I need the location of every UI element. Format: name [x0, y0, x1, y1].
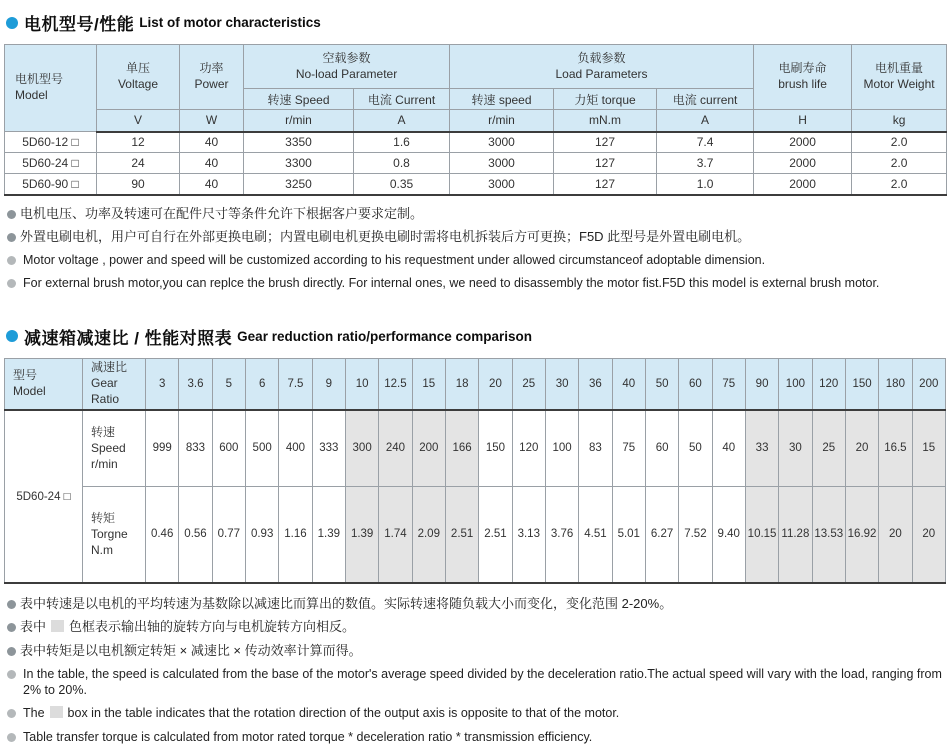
note-text-post: box in the table indicates that the rotation direction of the output axis is opposite to that of the motor. — [67, 706, 620, 721]
note-text: 电机电压、功率及转速可在配件尺寸等条件允许下根据客户要求定制。 — [20, 205, 424, 221]
row-label-torque-en: Torgne — [91, 527, 128, 542]
bullet-icon — [7, 670, 16, 679]
sub-header-noload-speed: 转速 Speed — [244, 89, 354, 110]
col-header-model-cn: 型号 — [13, 368, 38, 383]
col-header-model — [5, 45, 97, 132]
row-label-speed-cn: 转速 — [91, 424, 116, 439]
note-text: In the table, the speed is calculated from the base of the motor's average speed divided by the deceleration ratio.The actual speed will vary with the load, ranging from 2% to 20%. — [23, 666, 942, 697]
col-header-brush-life-en: brush life — [778, 77, 827, 91]
cell-voltage: 90 — [97, 174, 180, 195]
gray-box-swatch — [50, 706, 63, 718]
note-line — [7, 252, 946, 268]
ratio-header-cell: 90 — [745, 358, 778, 410]
sub-header-load-current: 电流 current — [657, 89, 754, 110]
note-text-post: 色框表示输出轴的旋转方向与电机旋转方向相反。 — [69, 619, 356, 635]
col-header-weight-cn: 电机重量 — [875, 61, 924, 76]
ratio-header-cell: 75 — [712, 358, 745, 410]
speed-cell: 150 — [479, 410, 512, 486]
torque-cell: 6.27 — [645, 486, 678, 583]
speed-cell: 40 — [712, 410, 745, 486]
col-header-voltage-cn: 单压 — [125, 61, 150, 76]
note-text — [20, 619, 355, 635]
torque-cell: 2.51 — [479, 486, 512, 583]
torque-cell: 3.13 — [512, 486, 545, 583]
ratio-header-cell: 60 — [679, 358, 712, 410]
col-header-weight — [852, 45, 947, 110]
cell-weight: 2.0 — [852, 174, 947, 195]
cell-voltage: 12 — [97, 132, 180, 153]
torque-cell: 16.92 — [845, 486, 878, 583]
speed-cell: 833 — [179, 410, 212, 486]
cell-weight: 2.0 — [852, 132, 947, 153]
col-header-power-en: Power — [194, 77, 229, 91]
torque-cell: 4.51 — [579, 486, 612, 583]
section1-title-en: List of motor characteristics — [139, 15, 321, 30]
torque-cell: 11.28 — [779, 486, 812, 583]
bullet-icon — [7, 623, 16, 632]
ratio-header-cell: 200 — [912, 358, 945, 410]
ratio-header-cell: 30 — [545, 358, 578, 410]
speed-cell: 166 — [445, 410, 478, 486]
ratio-header-cell: 9 — [312, 358, 345, 410]
note-line — [7, 643, 946, 659]
section2-title — [6, 324, 946, 349]
cell-noload-current: 0.35 — [354, 174, 450, 195]
torque-cell: 0.93 — [245, 486, 278, 583]
torque-cell: 20 — [912, 486, 945, 583]
speed-row — [5, 410, 946, 486]
bullet-icon — [7, 256, 16, 265]
col-header-gear-ratio — [83, 358, 146, 410]
ratio-header-cell: 18 — [445, 358, 478, 410]
bullet-icon — [7, 600, 16, 609]
torque-row — [5, 486, 946, 583]
group-header-load-cn: 负载参数 — [577, 50, 626, 65]
group-header-load-en: Load Parameters — [555, 66, 648, 81]
speed-cell: 333 — [312, 410, 345, 486]
row-label-speed — [83, 410, 146, 486]
torque-cell: 0.77 — [212, 486, 245, 583]
torque-cell: 1.74 — [379, 486, 412, 583]
row-label-speed-unit: r/min — [91, 457, 118, 472]
torque-cell: 20 — [879, 486, 912, 583]
torque-cell: 5.01 — [612, 486, 645, 583]
speed-cell: 30 — [779, 410, 812, 486]
ratio-header-cell: 12.5 — [379, 358, 412, 410]
unit-load-current: A — [657, 110, 754, 132]
ratio-header-cell: 5 — [212, 358, 245, 410]
col-header-voltage-en: Voltage — [117, 77, 159, 91]
col-header-model — [5, 358, 83, 410]
note-text: 表中转速是以电机的平均转速为基数除以减速比而算出的数值。实际转速将随负载大小而变化，变化范围 2-20%。 — [20, 596, 673, 611]
note-line — [7, 229, 946, 245]
speed-cell: 600 — [212, 410, 245, 486]
col-header-gear-ratio-cn: 减速比 — [91, 360, 128, 375]
unit-voltage: V — [97, 110, 180, 132]
row-label-torque-unit: N.m — [91, 543, 113, 558]
note-line — [7, 206, 946, 222]
speed-cell: 83 — [579, 410, 612, 486]
section1-title — [6, 10, 946, 35]
cell-load-current: 3.7 — [657, 153, 754, 174]
bullet-icon — [7, 709, 16, 718]
ratio-header-cell: 180 — [879, 358, 912, 410]
torque-cell: 10.15 — [745, 486, 778, 583]
col-header-voltage — [97, 45, 180, 110]
note-text: Table transfer torque is calculated from motor rated torque * deceleration ratio * transmission efficiency. — [23, 729, 593, 744]
speed-cell: 15 — [912, 410, 945, 486]
section1-title-cn: 电机型号/性能 — [24, 15, 135, 34]
note-text-pre: The — [23, 706, 45, 721]
table-row — [5, 153, 947, 174]
ratio-header-cell: 120 — [812, 358, 845, 410]
col-header-brush-life — [754, 45, 852, 110]
note-text-pre: 表中 — [20, 619, 47, 635]
table-row — [5, 174, 947, 195]
cell-load-torque: 127 — [554, 174, 657, 195]
speed-cell: 240 — [379, 410, 412, 486]
ratio-header-cell: 7.5 — [279, 358, 312, 410]
unit-brush-life: H — [754, 110, 852, 132]
group-header-noload-en: No-load Parameter — [295, 66, 398, 81]
table-row — [5, 132, 947, 153]
sub-header-load-torque: 力矩 torque — [554, 89, 657, 110]
cell-load-current: 1.0 — [657, 174, 754, 195]
ratio-header-cell: 3.6 — [179, 358, 212, 410]
cell-model: 5D60-90 □ — [5, 174, 97, 195]
torque-cell: 9.40 — [712, 486, 745, 583]
unit-load-speed: r/min — [450, 110, 554, 132]
note-line — [7, 666, 946, 699]
cell-voltage: 24 — [97, 153, 180, 174]
cell-power: 40 — [180, 153, 244, 174]
speed-cell: 16.5 — [879, 410, 912, 486]
torque-cell: 2.51 — [445, 486, 478, 583]
ratio-header-cell: 36 — [579, 358, 612, 410]
speed-cell: 100 — [545, 410, 578, 486]
cell-load-speed: 3000 — [450, 174, 554, 195]
row-label-speed-en: Speed — [91, 441, 126, 456]
speed-cell: 60 — [645, 410, 678, 486]
group-header-load — [450, 45, 754, 89]
speed-cell: 50 — [679, 410, 712, 486]
torque-cell: 1.16 — [279, 486, 312, 583]
bullet-icon — [7, 647, 16, 656]
ratio-header-cell: 10 — [345, 358, 378, 410]
ratio-header-cell: 6 — [245, 358, 278, 410]
cell-load-torque: 127 — [554, 153, 657, 174]
speed-cell: 500 — [245, 410, 278, 486]
cell-load-current: 7.4 — [657, 132, 754, 153]
section2-title-cn: 减速箱减速比 / 性能对照表 — [24, 328, 233, 348]
bullet-icon — [7, 733, 16, 742]
speed-cell: 75 — [612, 410, 645, 486]
cell-noload-current: 1.6 — [354, 132, 450, 153]
motor-characteristics-table — [4, 44, 947, 196]
col-header-model-en: Model — [15, 88, 48, 102]
torque-cell: 13.53 — [812, 486, 845, 583]
unit-power: W — [180, 110, 244, 132]
cell-load-speed: 3000 — [450, 153, 554, 174]
cell-brush-life: 2000 — [754, 153, 852, 174]
speed-cell: 300 — [345, 410, 378, 486]
cell-model: 5D60-12 □ — [5, 132, 97, 153]
group-header-noload-cn: 空载参数 — [322, 50, 371, 65]
col-header-model-en: Model — [13, 383, 46, 398]
row-label-torque — [83, 486, 146, 583]
row-label-torque-cn: 转矩 — [91, 510, 116, 525]
note-text: For external brush motor,you can replce the brush directly. For internal ones, we need to disassembly the motor fist.F5D this model is external brush motor. — [23, 276, 880, 291]
sub-header-load-speed: 转速 speed — [450, 89, 554, 110]
col-header-gear-ratio-en: Gear Ratio — [91, 375, 120, 406]
ratio-header-cell: 40 — [612, 358, 645, 410]
group-header-noload — [244, 45, 450, 89]
torque-cell: 1.39 — [345, 486, 378, 583]
torque-cell: 7.52 — [679, 486, 712, 583]
note-line — [7, 729, 946, 745]
gear-ratio-table — [4, 358, 946, 585]
unit-weight: kg — [852, 110, 947, 132]
ratio-header-cell: 3 — [146, 358, 179, 410]
torque-cell: 3.76 — [545, 486, 578, 583]
torque-cell: 2.09 — [412, 486, 445, 583]
bullet-icon — [7, 210, 16, 219]
speed-cell: 200 — [412, 410, 445, 486]
cell-power: 40 — [180, 132, 244, 153]
col-header-power-cn: 功率 — [199, 61, 224, 76]
ratio-header-cell: 20 — [479, 358, 512, 410]
note-text — [23, 705, 619, 721]
note-line — [7, 619, 946, 635]
speed-cell: 999 — [146, 410, 179, 486]
cell-load-speed: 3000 — [450, 132, 554, 153]
ratio-header-cell: 50 — [645, 358, 678, 410]
ratio-header-cell: 15 — [412, 358, 445, 410]
bullet-icon — [7, 279, 16, 288]
note-text: Motor voltage , power and speed will be customized according to his requestment under allowed circumstanceof adoptable dimension. — [23, 253, 766, 267]
ratio-header-cell: 150 — [845, 358, 878, 410]
note-line — [7, 275, 946, 291]
col-header-weight-en: Motor Weight — [863, 77, 935, 91]
ratio-header-cell: 100 — [779, 358, 812, 410]
note-line — [7, 705, 946, 721]
speed-cell: 400 — [279, 410, 312, 486]
torque-cell: 0.46 — [146, 486, 179, 583]
bullet-icon — [6, 330, 18, 342]
torque-cell: 1.39 — [312, 486, 345, 583]
note-line — [7, 596, 946, 612]
bullet-icon — [6, 17, 18, 29]
cell-noload-current: 0.8 — [354, 153, 450, 174]
speed-cell: 20 — [845, 410, 878, 486]
section2-title-en: Gear reduction ratio/performance comparison — [237, 328, 532, 344]
sub-header-noload-current: 电流 Current — [354, 89, 450, 110]
unit-noload-current: A — [354, 110, 450, 132]
cell-brush-life: 2000 — [754, 174, 852, 195]
cell-noload-speed: 3250 — [244, 174, 354, 195]
unit-load-torque: mN.m — [554, 110, 657, 132]
speed-cell: 120 — [512, 410, 545, 486]
speed-cell: 25 — [812, 410, 845, 486]
note-text: 表中转矩是以电机额定转矩 × 减速比 × 传动效率计算而得。 — [20, 642, 362, 658]
note-text: 外置电刷电机，用户可自行在外部更换电刷；内置电刷电机更换电刷时需将电机拆装后方可更换；F5D 此型号是外置电刷电机。 — [20, 228, 751, 244]
cell-noload-speed: 3350 — [244, 132, 354, 153]
bullet-icon — [7, 233, 16, 242]
cell-brush-life: 2000 — [754, 132, 852, 153]
col-header-brush-life-cn: 电刷寿命 — [778, 61, 827, 76]
cell-model: 5D60-24 □ — [5, 410, 83, 583]
section2-notes — [7, 596, 946, 745]
col-header-model-cn: 电机型号 — [15, 72, 64, 87]
unit-noload-speed: r/min — [244, 110, 354, 132]
cell-power: 40 — [180, 174, 244, 195]
gray-box-swatch — [51, 620, 64, 632]
col-header-power — [180, 45, 244, 110]
section1-notes — [7, 206, 946, 292]
cell-noload-speed: 3300 — [244, 153, 354, 174]
torque-cell: 0.56 — [179, 486, 212, 583]
cell-load-torque: 127 — [554, 132, 657, 153]
speed-cell: 33 — [745, 410, 778, 486]
cell-weight: 2.0 — [852, 153, 947, 174]
ratio-header-cell: 25 — [512, 358, 545, 410]
cell-model: 5D60-24 □ — [5, 153, 97, 174]
